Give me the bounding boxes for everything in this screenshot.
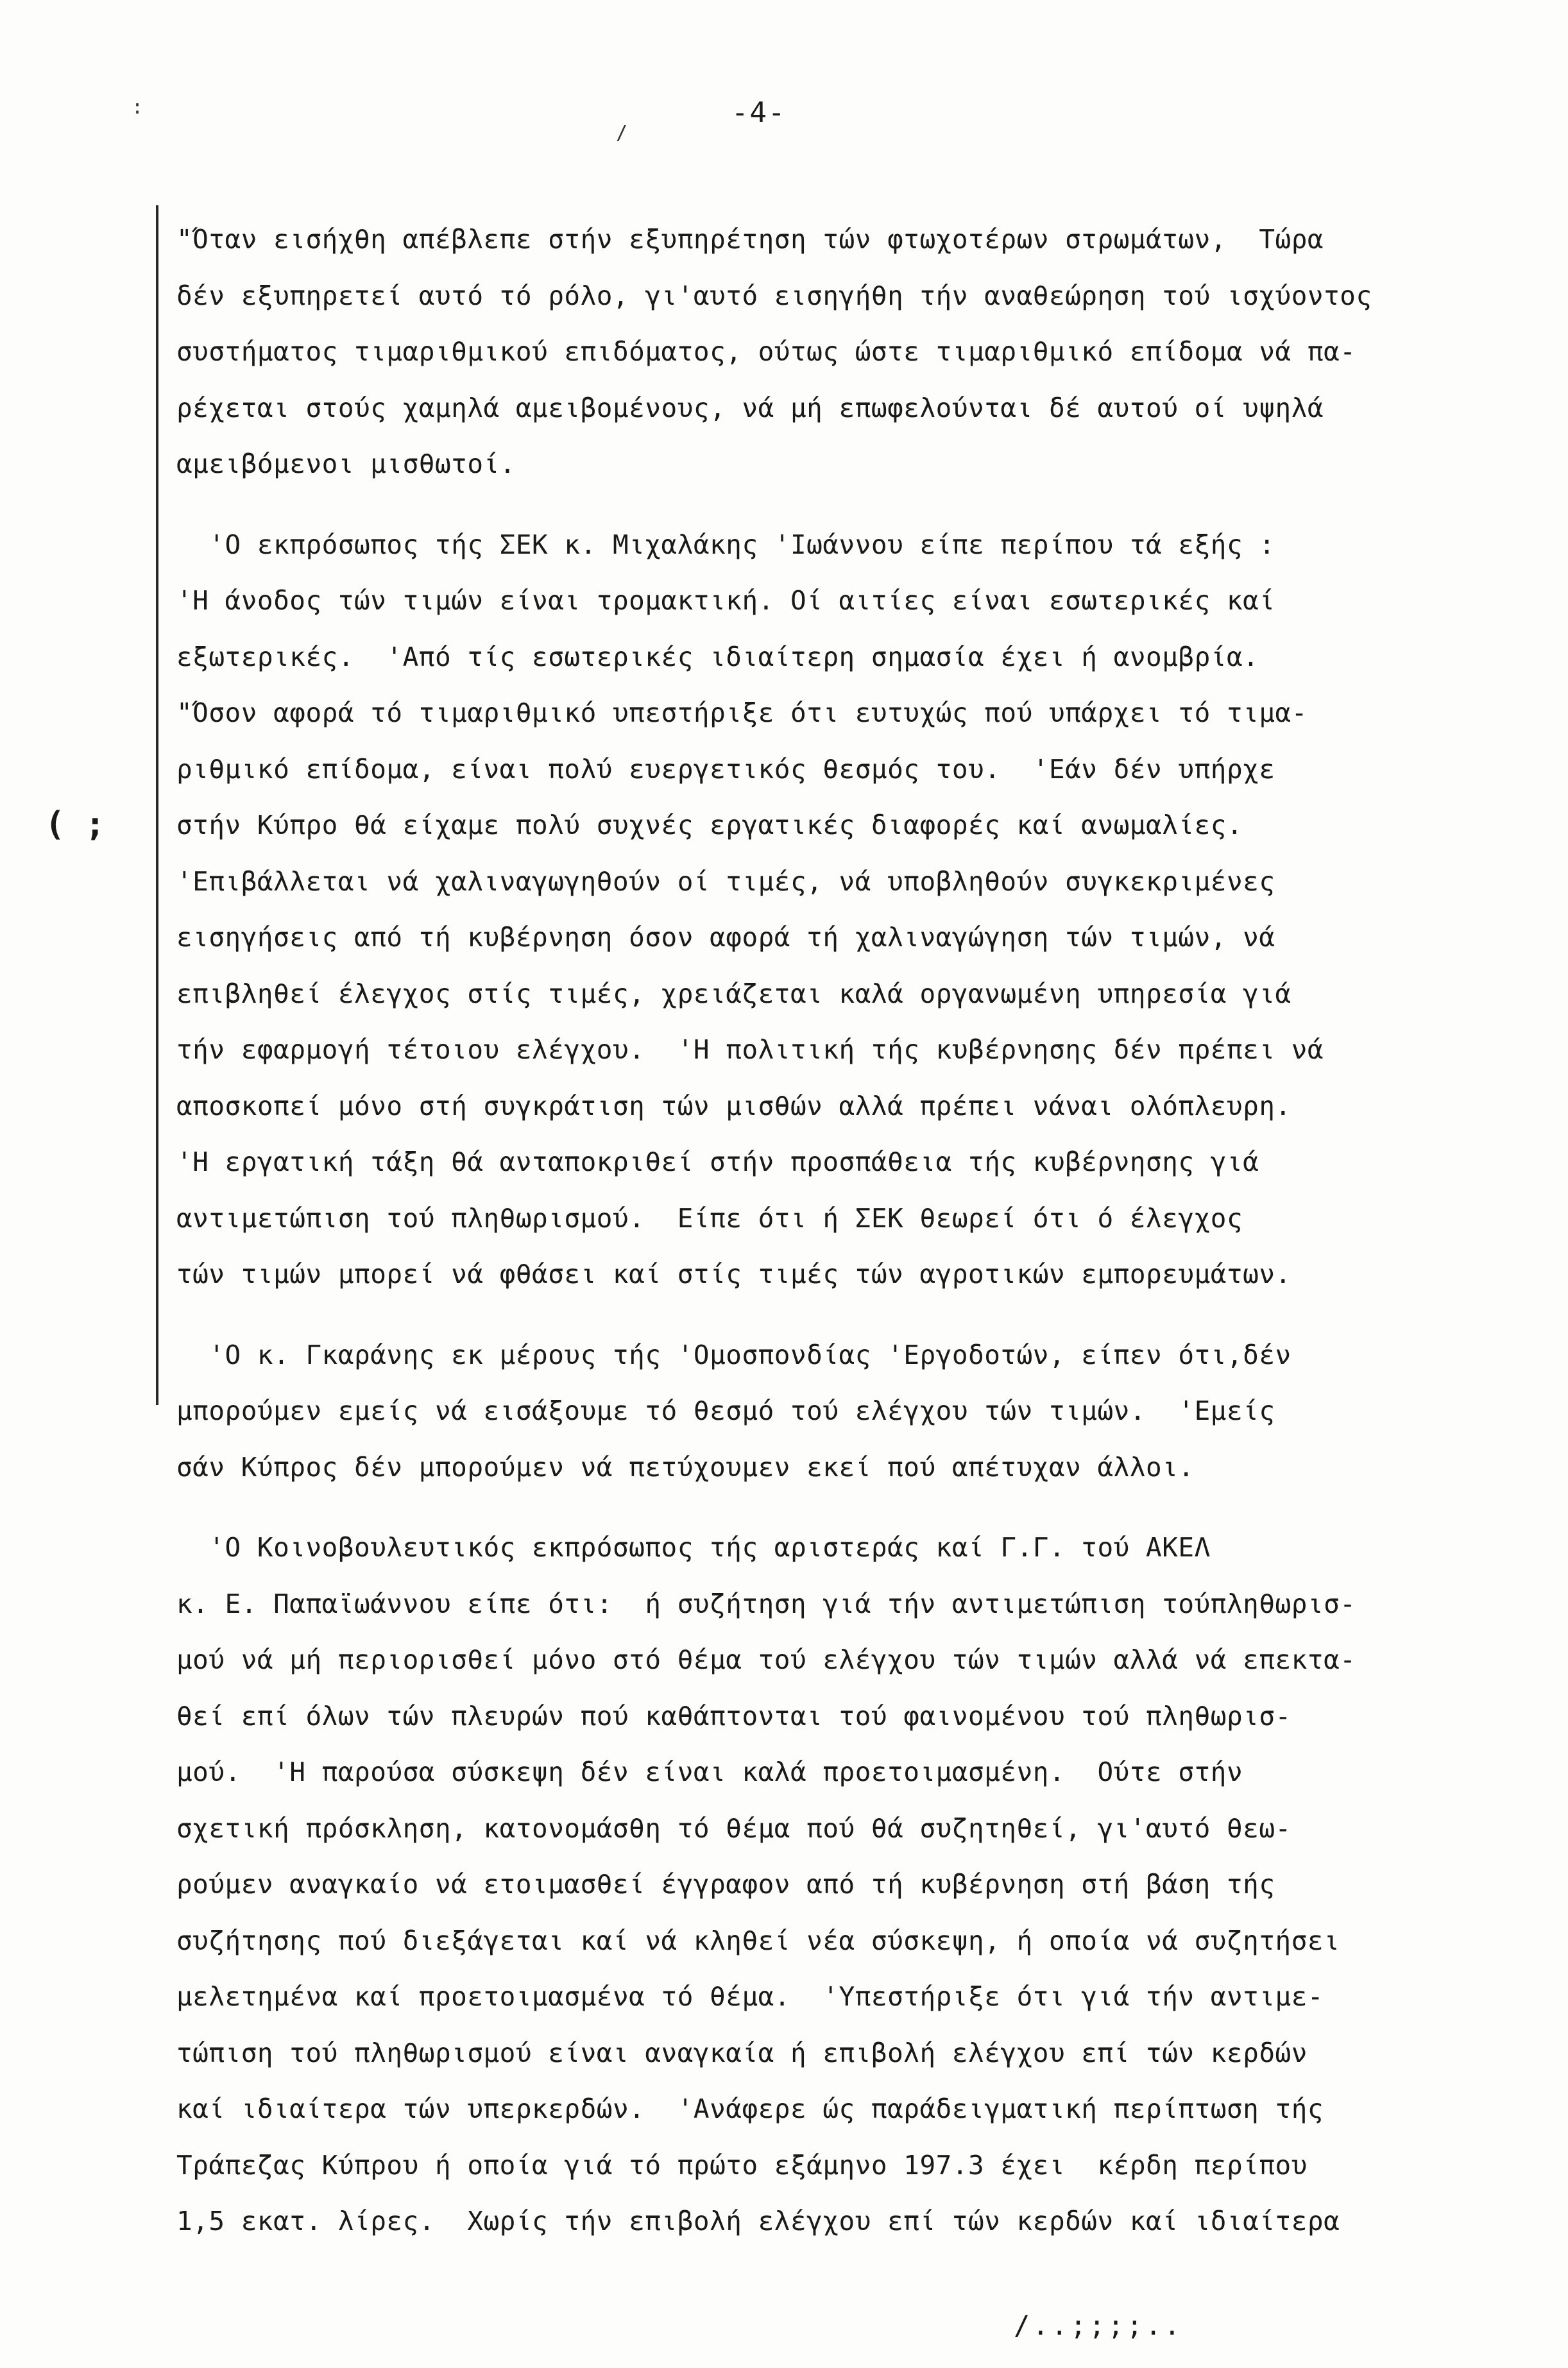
paragraph-3	[176, 1327, 1408, 1496]
text-line: εισηγήσεις από τή κυβέρνηση όσον αφορά τή χαλιναγώγηση τών τιμών, νά	[176, 922, 1275, 953]
text-line: αποσκοπεί μόνο στή συγκράτιση τών μισθών αλλά πρέπει νάναι ολόπλευρη.	[176, 1090, 1291, 1121]
text-line: θεί επί όλων τών πλευρών πού καθάπτονται τού φαινομένου τού πληθωρισ-	[176, 1700, 1291, 1732]
text-line: 'Η εργατική τάξη θά ανταποκριθεί στήν προσπάθεια τής κυβέρνησης γιά	[176, 1146, 1259, 1177]
continuation-mark: /..;;;;..	[1014, 2310, 1183, 2341]
text-line: συστήματος τιμαριθμικού επιδόματος, ούτως ώστε τιμαριθμικό επίδομα νά πα-	[176, 336, 1356, 367]
text-line: "Όσον αφορά τό τιμαριθμικό υπεστήριξε ότι ευτυχώς πού υπάρχει τό τιμα-	[176, 697, 1308, 728]
text-line: εξωτερικές. 'Από τίς εσωτερικές ιδιαίτερη σημασία έχει ή ανομβρία.	[176, 641, 1259, 672]
paragraph-2	[176, 517, 1408, 1303]
text-line: 1,5 εκατ. λίρες. Χωρίς τήν επιβολή ελέγχου επί τών κερδών καί ιδιαίτερα	[176, 2206, 1340, 2236]
text-line: τών τιμών μπορεί νά φθάσει καί στίς τιμές τών αγροτικών εμπορευμάτων.	[176, 1259, 1291, 1290]
text-line: Τράπεζας Κύπρου ή οποία γιά τό πρώτο εξάμηνο 197.3 έχει κέρδη περίπου	[176, 2149, 1308, 2181]
text-line: συζήτησης πού διεξάγεται καί νά κληθεί νέα σύσκεψη, ή οποία νά συζητήσει	[176, 1925, 1340, 1956]
text-line: μπορούμεν εμείς νά εισάξουμε τό θεσμό τού ελέγχου τών τιμών. 'Εμείς	[176, 1395, 1275, 1426]
text-line: 'Ο Κοινοβουλευτικός εκπρόσωπος τής αριστεράς καί Γ.Γ. τού ΑΚΕΛ	[176, 1532, 1211, 1563]
text-line: σχετική πρόσκληση, κατονομάσθη τό θέμα πού θά συζητηθεί, γι'αυτό θεω-	[176, 1812, 1291, 1844]
text-line: αμειβόμενοι μισθωτοί.	[176, 448, 516, 479]
paragraph-1	[176, 212, 1408, 493]
text-line: κ. Ε. Παπαϊωάννου είπε ότι: ή συζήτηση γιά τήν αντιμετώπιση τούπληθωρισ-	[176, 1588, 1356, 1619]
text-line: ριθμικό επίδομα, είναι πολύ ευεργετικός θεσμός του. 'Εάν δέν υπήρχε	[176, 753, 1275, 785]
text-line: μελετημένα καί προετοιμασμένα τό θέμα. 'Υπεστήριξε ότι γιά τήν αντιμε-	[176, 1981, 1324, 2012]
text-line: μού νά μή περιορισθεί μόνο στό θέμα τού ελέγχου τών τιμών αλλά νά επεκτα-	[176, 1644, 1356, 1675]
text-line: αντιμετώπιση τού πληθωρισμού. Είπε ότι ή ΣΕΚ θεωρεί ότι ό έλεγχος	[176, 1202, 1243, 1234]
text-line: 'Επιβάλλεται νά χαλιναγωγηθούν οί τιμές, νά υποβληθούν συγκεκριμένες	[176, 865, 1275, 897]
page-number: -4-	[731, 96, 787, 129]
text-line: 'Ο κ. Γκαράνης εκ μέρους τής 'Ομοσπονδίας 'Εργοδοτών, είπεν ότι,δέν	[176, 1339, 1291, 1370]
text-line: στήν Κύπρο θά είχαμε πολύ συχνές εργατικές διαφορές καί ανωμαλίες.	[176, 810, 1243, 840]
margin-mark: ( ;	[45, 805, 105, 844]
text-line: καί ιδιαίτερα τών υπερκερδών. 'Ανάφερε ώς παράδειγματική περίπτωση τής	[176, 2093, 1324, 2124]
text-line: τώπιση τού πληθωρισμού είναι αναγκαία ή επιβολή ελέγχου επί τών κερδών	[176, 2037, 1308, 2068]
scan-speck: /	[616, 122, 628, 144]
text-line: δέν εξυπηρετεί αυτό τό ρόλο, γι'αυτό εισηγήθη τήν αναθεώρηση τού ισχύοντος	[176, 280, 1372, 311]
paragraph-4	[176, 1520, 1408, 2250]
text-line: ρούμεν αναγκαίο νά ετοιμασθεί έγγραφον από τή κυβέρνηση στή βάση τής	[176, 1869, 1275, 1900]
document-body	[176, 212, 1408, 2250]
text-line: "Όταν εισήχθη απέβλεπε στήν εξυπηρέτηση τών φτωχοτέρων στρωμάτων, Τώρα	[176, 224, 1324, 255]
margin-line	[156, 205, 158, 1405]
text-line: σάν Κύπρος δέν μπορούμεν νά πετύχουμεν εκεί πού απέτυχαν άλλοι.	[176, 1451, 1195, 1483]
text-line: 'Ο εκπρόσωπος τής ΣΕΚ κ. Μιχαλάκης 'Ιωάννου είπε περίπου τά εξής :	[176, 529, 1275, 560]
scan-speck: :	[132, 96, 144, 119]
text-line: τήν εφαρμογή τέτοιου ελέγχου. 'Η πολιτική τής κυβέρνησης δέν πρέπει νά	[176, 1034, 1324, 1065]
text-line: μού. 'Η παρούσα σύσκεψη δέν είναι καλά προετοιμασμένη. Ούτε στήν	[176, 1757, 1243, 1787]
text-line: 'Η άνοδος τών τιμών είναι τρομακτική. Οί αιτίες είναι εσωτερικές καί	[176, 585, 1275, 616]
text-line: επιβληθεί έλεγχος στίς τιμές, χρειάζεται καλά οργανωμένη υπηρεσία γιά	[176, 978, 1291, 1009]
text-line: ρέχεται στούς χαμηλά αμειβομένους, νά μή επωφελούνται δέ αυτού οί υψηλά	[176, 392, 1324, 423]
